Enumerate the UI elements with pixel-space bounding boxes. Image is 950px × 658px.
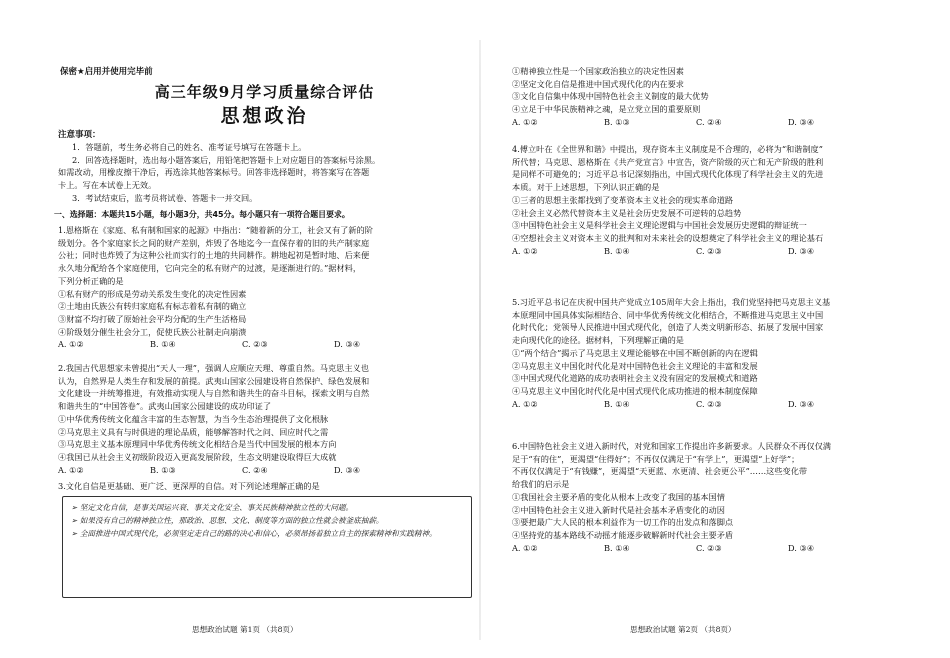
- notice-line: 卡上。写在本试卷上无效。: [58, 180, 157, 191]
- option-c[interactable]: C. ②③: [242, 339, 268, 350]
- option-c[interactable]: C. ②④: [696, 116, 722, 127]
- exam-title: 高三年级9月学习质量综合评估: [154, 83, 375, 101]
- quote-line: ➢ 如果没有自己的精神独立性，那政治、思想、文化、制度等方面的独立性就会被釜底抽薪。: [71, 516, 384, 525]
- q2-stem: 2.我国古代思想家未曾提出“天人一理”，强调人应顺应天理、尊重自然。马克思主义也: [58, 363, 369, 373]
- q5-item: ①“两个结合”揭示了马克思主义理论能够在中国不断创新的内在逻辑: [512, 347, 758, 358]
- option-a[interactable]: A. ①②: [58, 464, 84, 475]
- q1-options: [58, 338, 476, 351]
- q3-item: ②坚定文化自信是推进中国式现代化的内在要求: [512, 78, 684, 89]
- q5-options: [512, 398, 930, 411]
- q1-stem: 公社；同时也炸毁了为这种公社而实行的土地的共同耕作。耕地起初是暂时地、后来便: [58, 250, 370, 261]
- q2-item: ①中华优秀传统文化蕴含丰富的生态智慧，为当今生态治理提供了文化根脉: [58, 413, 329, 424]
- q5-stem: 本原理同中国具体实际相结合、同中华优秀传统文化相结合，不断推进马克思主义中国: [512, 309, 824, 320]
- option-b[interactable]: B. ①④: [150, 339, 176, 350]
- q1-item: ④阶级划分催生社会分工，促使氏族公社制走向崩溃: [58, 326, 247, 337]
- q2-stem: 文化建设一并统筹推进，有效推动实现人与自然和谐共生的奋斗目标，探索文明与自然: [58, 388, 370, 399]
- q1-item: ①私有财产的形成是劳动关系发生变化的决定性因素: [58, 288, 247, 299]
- option-d[interactable]: D. ③④: [788, 398, 815, 409]
- q2-item: ④我国已从社会主义初级阶段迈入更高发展阶段，生态文明建设取得巨大成就: [58, 451, 337, 462]
- q5-stem: 5.习近平总书记在庆祝中国共产党成立105周年大会上指出，我们党坚持把马克思主义基: [512, 297, 831, 307]
- notice-line: 如需改动，用橡皮擦干净后，再选涂其他答案标号。回答非选择题时，将答案写在答题: [58, 167, 370, 178]
- option-c[interactable]: C. ②③: [696, 398, 722, 409]
- q5-stem: 化时代化；党领导人民推进中国式现代化，创造了人类文明新形态、拓展了发展中国家: [512, 322, 824, 333]
- q6-stem: 6.中国特色社会主义进入新时代，对党和国家工作提出许多新要求。人民群众不再仅仅满: [512, 441, 831, 451]
- q2-stem: 和谐共生的“中国答卷”。武夷山国家公园建设的成功印证了: [58, 401, 272, 412]
- q5-item: ④马克思主义中国化时代化是中国式现代化成功推进的根本制度保障: [512, 385, 758, 396]
- section-heading: 一、选择题：本题共15小题，每小题3分，共45分。每小题只有一项符合题目要求。: [54, 210, 350, 219]
- q6-item: ③要把最广大人民的根本利益作为一切工作的出发点和落脚点: [512, 517, 734, 528]
- q6-stem: 不再仅仅满足于“有钱赚”，更渴望“天更蓝、水更清、社会更公平”……这些变化带: [512, 466, 808, 477]
- q4-stem: 本质。对于上述思想，下列认识正确的是: [512, 182, 660, 193]
- q6-stem: 足于“有的住”，更渴望“住得好”；不再仅仅满足于“有学上”，更渴望“上好学”；: [512, 453, 800, 464]
- q1-stem: 永久地分配给各个家庭使用，它向完全的私有财产的过渡，是逐渐进行的。”据材料，: [58, 263, 362, 274]
- quote-line: ➢ 全面推进中国式现代化，必须坚定走自己的路的决心和信心，必须昂扬着独立自主的探索精神和实践精神。: [71, 529, 437, 538]
- q6-item: ①我国社会主要矛盾的变化从根本上改变了我国的基本国情: [512, 491, 725, 502]
- notice-line: 3．考试结束后，监考员将试卷、答题卡一并交回。: [72, 192, 258, 203]
- option-b[interactable]: B. ①④: [604, 398, 630, 409]
- notice-heading: 注意事项：: [58, 130, 101, 140]
- q1-item: ②土地由氏族公有转归家庭私有标志着私有制的确立: [58, 301, 247, 312]
- page-footer: 思想政治试题 第1页 （共8页）: [192, 625, 298, 634]
- q3-stem: 3.文化自信是更基础、更广泛、更深厚的自信。对下列论述理解正确的是: [58, 481, 320, 491]
- subject-title: 思想政治: [220, 105, 309, 127]
- option-b[interactable]: B. ①④: [604, 542, 630, 553]
- page-fold: [479, 40, 481, 640]
- q5-item: ③中国式现代化道路的成功表明社会主义没有固定的发展模式和道路: [512, 373, 758, 384]
- right-page: [512, 0, 940, 658]
- q4-stem: 4.傅立叶在《全世界和谐》中提出，现存资本主义制度是不合理的，必将为“和谐制度”: [512, 144, 823, 154]
- notice-line: 1．答题前，考生务必将自己的姓名、准考证号填写在答题卡上。: [72, 142, 307, 152]
- q1-stem: 级划分。各个家庭家长之间的财产差别，炸毁了各地迄今一直保存着的旧的共产制家庭: [58, 237, 370, 248]
- option-a[interactable]: A. ①②: [512, 542, 538, 553]
- option-d[interactable]: D. ③④: [334, 464, 361, 475]
- q3-item: ④立足于中华民族精神之魂，是立党立国的重要原则: [512, 104, 701, 115]
- confidential-label: 保密★启用并使用完毕前: [60, 67, 153, 77]
- q4-item: ①三者的思想主张都找到了变革资本主义社会的现实革命道路: [512, 194, 734, 205]
- quote-line: ➢ 坚定文化自信，是事关国运兴衰、事关文化安全、事关民族精神独立性的大问题。: [71, 503, 354, 512]
- q3-item: ③文化自信集中体现中国特色社会主义制度的最大优势: [512, 91, 709, 102]
- q6-stem: 给我们的启示是: [512, 479, 570, 490]
- q6-options: [512, 542, 930, 555]
- q2-item: ②马克思主义具有与时俱进的理论品质，能够解答时代之问、回应时代之需: [58, 426, 329, 437]
- question-2: [58, 362, 476, 476]
- q5-item: ②马克思主义中国化时代化是对中国特色社会主义理论的丰富和发展: [512, 360, 758, 371]
- q4-item: ④空想社会主义对资本主义的批判和对未来社会的设想奠定了科学社会主义的理论基石: [512, 232, 824, 243]
- question-1: [58, 224, 476, 351]
- question-3: [58, 480, 476, 493]
- question-5: [512, 296, 930, 410]
- q1-item: ③财富不均打破了原始社会平均分配的生产生活格局: [58, 313, 247, 324]
- q6-item: ②中国特色社会主义进入新时代是社会基本矛盾变化的动因: [512, 504, 725, 515]
- option-c[interactable]: C. ②④: [242, 464, 268, 475]
- option-b[interactable]: B. ①③: [604, 116, 630, 127]
- option-d[interactable]: D. ③④: [788, 245, 815, 256]
- option-a[interactable]: A. ①②: [512, 398, 538, 409]
- q6-item: ④坚持党的基本路线不动摇才能逐步破解新时代社会主要矛盾: [512, 529, 734, 540]
- notice-line: 2．回答选择题时，选出每小题答案后，用铅笔把答题卡上对应题目的答案标号涂黑。: [72, 154, 381, 165]
- q4-stem: 所代替；马克思、恩格斯在《共产党宣言》中宣告，资产阶级的灭亡和无产阶级的胜利: [512, 156, 824, 167]
- option-c[interactable]: C. ②③: [696, 245, 722, 256]
- q4-item: ②社会主义必然代替资本主义是社会历史发展不可逆转的总趋势: [512, 207, 742, 218]
- notices: [58, 141, 476, 205]
- q1-stem: 下列分析正确的是: [58, 275, 124, 286]
- q1-stem: 1.恩格斯在《家庭、私有制和国家的起源》中指出：“随着新的分工，社会又有了新的阶: [58, 225, 373, 235]
- option-a[interactable]: A. ①②: [512, 245, 538, 256]
- q4-item: ③中国特色社会主义是科学社会主义理论逻辑与中国社会发展历史逻辑的辩证统一: [512, 220, 807, 231]
- q2-options: [58, 464, 476, 477]
- option-a[interactable]: A. ①②: [512, 116, 538, 127]
- question-6: [512, 440, 930, 554]
- q3-options: [512, 116, 930, 129]
- question-4: [512, 143, 930, 257]
- page-footer: 思想政治试题 第2页 （共8页）: [630, 625, 736, 634]
- option-d[interactable]: D. ③④: [788, 542, 815, 553]
- option-d[interactable]: D. ③④: [334, 339, 361, 350]
- option-a[interactable]: A. ①②: [58, 339, 84, 350]
- q2-stem: 认为，自然界是人类生存和发展的前提。武夷山国家公园建设将自然保护、绿色发展和: [58, 375, 370, 386]
- option-d[interactable]: D. ③④: [788, 116, 815, 127]
- option-c[interactable]: C. ②③: [696, 542, 722, 553]
- q3-item: ①精神独立性是一个国家政治独立的决定性因素: [512, 66, 684, 76]
- q5-stem: 走向现代化的途径。据材料，下列理解正确的是: [512, 335, 684, 346]
- option-b[interactable]: B. ①④: [604, 245, 630, 256]
- left-page: [52, 0, 477, 658]
- question-3-continued: [512, 65, 930, 129]
- q2-item: ③马克思主义基本原理同中华优秀传统文化相结合是当代中国发展的根本方向: [58, 439, 337, 450]
- option-b[interactable]: B. ①③: [150, 464, 176, 475]
- quote-box: [62, 496, 472, 598]
- q4-stem: 是同样不可避免的；习近平总书记深刻指出，中国式现代化体现了科学社会主义的先进: [512, 169, 824, 180]
- q4-options: [512, 245, 930, 258]
